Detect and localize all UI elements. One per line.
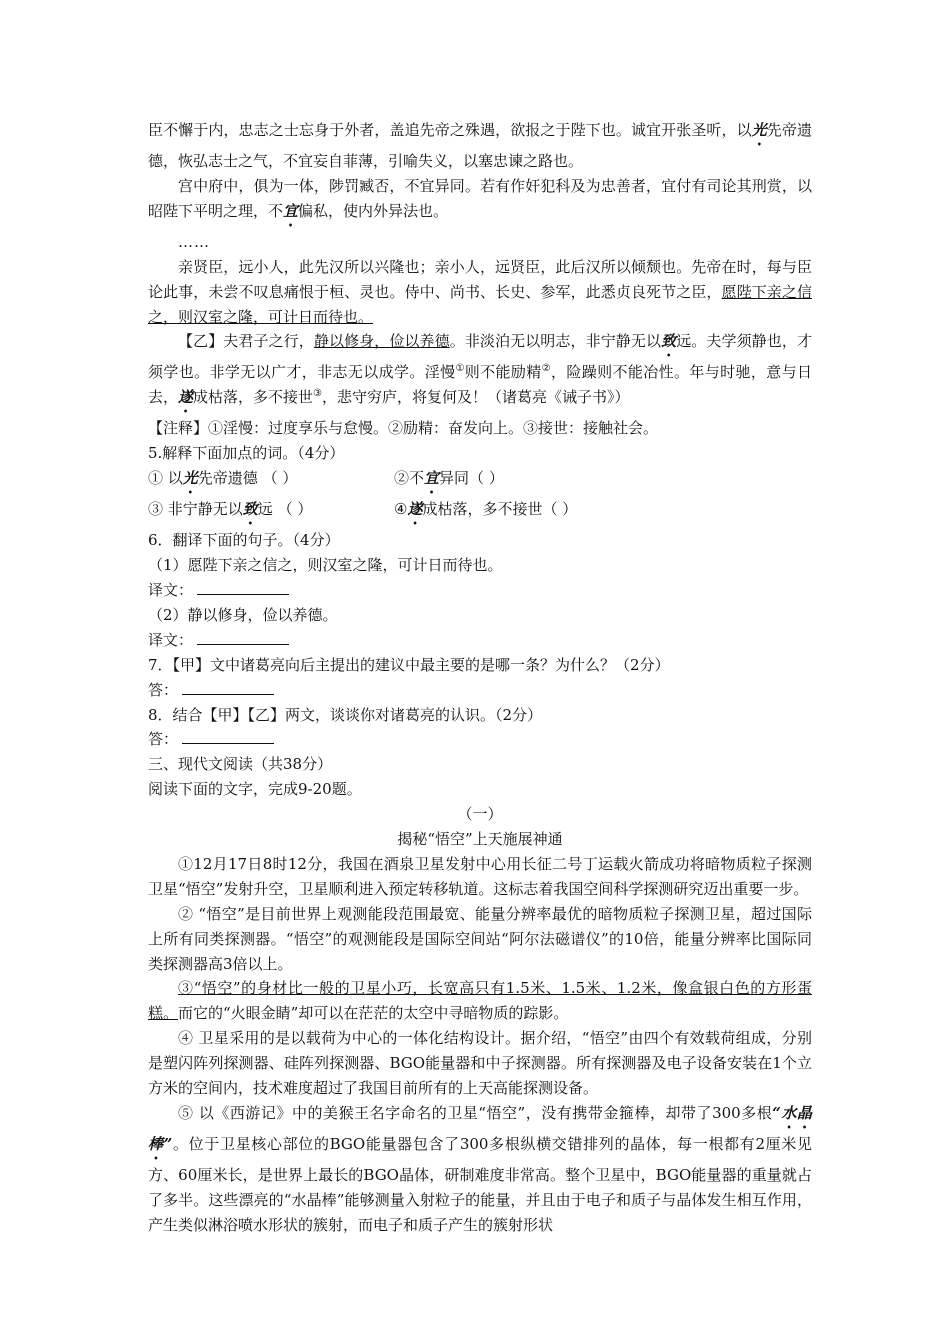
question-7-title: 7．【甲】文中诸葛亮向后主提出的建议中最主要的是哪一条？为什么？（2分） (148, 655, 670, 674)
jia-paragraph-2 (148, 174, 812, 230)
dotted-word: 光 (182, 469, 198, 488)
answer-line-8 (148, 727, 812, 752)
annotation: 【注释】①淫慢：过度享乐与怠慢。②励精：奋发向上。③接世：接触社会。 (148, 419, 659, 438)
question-6-title: 6．翻译下面的句子。（4分） (148, 531, 340, 550)
ellipsis: …… (178, 232, 210, 251)
item-text: ① 以 (148, 469, 183, 488)
question-5-row-1 (148, 466, 812, 497)
answer-blank[interactable]: （ ） (277, 500, 313, 519)
answer-label: 答： (148, 680, 179, 699)
article-paragraph-4: ④ 卫星采用的是以载荷为中心的一体化结构设计。据介绍，“悟空”由四个有效载荷组成，分别是塑闪阵列探测器、硅阵列探测器、BGO能量器和中子探测器。所有探测器及电子设备安装在1个立方米的空间内，技术难度超过了我国目前所有的上天高能探测设备。 (148, 1029, 812, 1098)
article-title: 揭秘“悟空”上天施展神通 (397, 830, 563, 849)
dotted-word-sui: 遂 (178, 388, 194, 407)
answer-blank[interactable]: （ ） (542, 500, 578, 519)
document-page (148, 118, 812, 1238)
question-5-item-4 (394, 497, 577, 528)
jia-text: 偏私，使内外异法也。 (298, 201, 449, 220)
question-5-item-1 (148, 466, 394, 497)
yi-tag: 【乙】 (178, 332, 224, 351)
jia-text: 先帝遗德，恢弘志士之气，不宜妄自菲薄，引喻失义，以塞忠谏之路也。 (148, 121, 812, 170)
answer-label: 答： (148, 730, 179, 749)
dotted-word-guang: 光 (751, 121, 767, 139)
article-paragraph-1: ①12月17日8时12分，我国在酒泉卫星发射中心用长征二号丁运载火箭成功将暗物质粒子探测卫星“悟空”发射升空，卫星顺利进入预定转移轨道。这标志着我国空间科学探测研究迈出重要一步。 (148, 854, 812, 898)
article-text: 。位于卫星核心部位的BGO能量器包含了300多根纵横交错排列的晶体，每一根都有2厘米见方、60厘米长，是世界上最长的BGO晶体，研制难度非常高。整个卫星中，BGO能量器的重量就占了多半。这些漂亮的“水晶棒”能够测量入射粒子的能量，并且由于电子和质子与晶体发生相互作用，产生类似淋浴喷水形状的簇射，而电子和质子产生的簇射形状 (148, 1135, 812, 1234)
part-number: （一） (457, 805, 503, 824)
jia-text: 亲贤臣，远小人，此先汉所以兴隆也；亲小人，远贤臣，此后汉所以倾颓也。先帝在时，每与臣论此事，未尝不叹息痛恨于桓、灵也。侍中、尚书、长史、参军，此悉贞良死节之臣， (148, 257, 812, 301)
answer-blank[interactable]: （ ） (469, 469, 504, 488)
jia-text: 臣不懈于内，忠志之士忘身于外者，盖追先帝之殊遇，欲报之于陛下也。诚宜开张圣听，以 (148, 121, 752, 139)
item-text: 远 (257, 500, 273, 519)
section-3-instruction: 阅读下面的文字，完成9-20题。 (148, 780, 362, 799)
question-5-row-2 (148, 497, 812, 528)
answer-blank[interactable]: （ ） (262, 469, 298, 488)
article-text: 而它的“火眼金睛”却可以在茫茫的太空中寻暗物质的踪影。 (178, 1004, 569, 1023)
jia-text: 宫中府中，俱为一体，陟罚臧否，不宜异同。若有作奸犯科及为忠善者，宜付有司论其刑赏，以昭陛下平明之理，不 (148, 176, 812, 220)
translation-line-1 (148, 578, 812, 603)
item-text: 异同 (439, 469, 470, 488)
dotted-word: 致 (242, 500, 258, 519)
item-text: 先帝遗德 (197, 469, 258, 488)
yi-text: ，险躁则不能冶性。年与时驰，意与日去， (148, 363, 812, 407)
item-text: ④ (394, 500, 408, 519)
dotted-word-crystal-rod: “水晶棒” (148, 1104, 812, 1153)
article-paragraph-5 (148, 1101, 812, 1238)
dotted-word: 宜 (424, 469, 440, 488)
dotted-word-zhi: 致 (661, 332, 677, 351)
yi-text: 远。夫学须静也，才须学也。非学无以广才，非志无以成学。淫慢 (148, 332, 812, 382)
footnote-mark: ② (541, 363, 552, 375)
question-5-item-2 (394, 466, 504, 497)
yi-text: 则不能励精 (464, 363, 542, 382)
item-text: 成枯落，多不接世 (422, 500, 543, 519)
yi-text: 夫君子之行， (223, 332, 314, 351)
translation-line-2 (148, 628, 812, 653)
question-6-sentence-2: （2）静以修身，俭以养德。 (148, 605, 338, 624)
answer-line[interactable] (197, 629, 289, 645)
footnote-mark: ③ (313, 388, 323, 400)
dotted-word-yi: 宜 (283, 201, 299, 220)
jia-paragraph-3 (148, 255, 812, 330)
underlined-sentence: 静以修身，俭以养德 (313, 332, 450, 351)
item-text: ②不 (394, 469, 425, 488)
yi-passage (148, 329, 812, 416)
underlined-sentence: 愿陛下亲之信之，则汉室之隆，可计日而待也。 (148, 282, 812, 326)
yi-text: ，悲守穷庐，将复何及！（诸葛亮《诫子书》） (322, 388, 630, 407)
translation-label: 译文： (148, 580, 194, 599)
article-text: ⑤ 以《西游记》中的美猴王名字命名的卫星“悟空”，没有携带金箍棒，却带了300多根 (178, 1104, 773, 1122)
answer-line-7 (148, 678, 812, 703)
article-paragraph-2: ② “悟空”是目前世界上观测能段范围最宽、能量分辨率最优的暗物质粒子探测卫星，超过国际上所有同类探测器。“悟空”的观测能段是国际空间站“阿尔法磁谱仪”的10倍，能量分辨率比国际同类探测器高3倍以上。 (148, 904, 812, 973)
answer-line[interactable] (182, 728, 274, 744)
answer-line[interactable] (182, 679, 274, 695)
footnote-mark: ① (455, 363, 465, 375)
yi-text: 成枯落，多不接世 (193, 388, 314, 407)
question-5-title: 5.解释下面加点的词。（4分） (148, 444, 345, 463)
question-5-item-3 (148, 497, 394, 528)
answer-line[interactable] (197, 579, 289, 595)
item-text: ③ 非宁静无以 (148, 500, 243, 519)
translation-label: 译文： (148, 630, 194, 649)
section-3-title: 三、现代文阅读（共38分） (148, 755, 333, 774)
jia-paragraph-1 (148, 118, 812, 174)
yi-text: 。非淡泊无以明志，非宁静无以 (449, 332, 662, 351)
article-paragraph-3 (148, 976, 812, 1026)
question-8-title: 8．结合【甲】【乙】两文，谈谈你对诸葛亮的认识。（2分） (148, 705, 543, 724)
underlined-sentence: ③“悟空”的身材比一般的卫星小巧，长宽高只有1.5米、1.5米、1.2米，像盒银白色的方形蛋糕。 (148, 979, 812, 1023)
question-6-sentence-1: （1）愿陛下亲之信之，则汉室之隆，可计日而待也。 (148, 556, 503, 575)
dotted-word: 遂 (407, 500, 423, 519)
